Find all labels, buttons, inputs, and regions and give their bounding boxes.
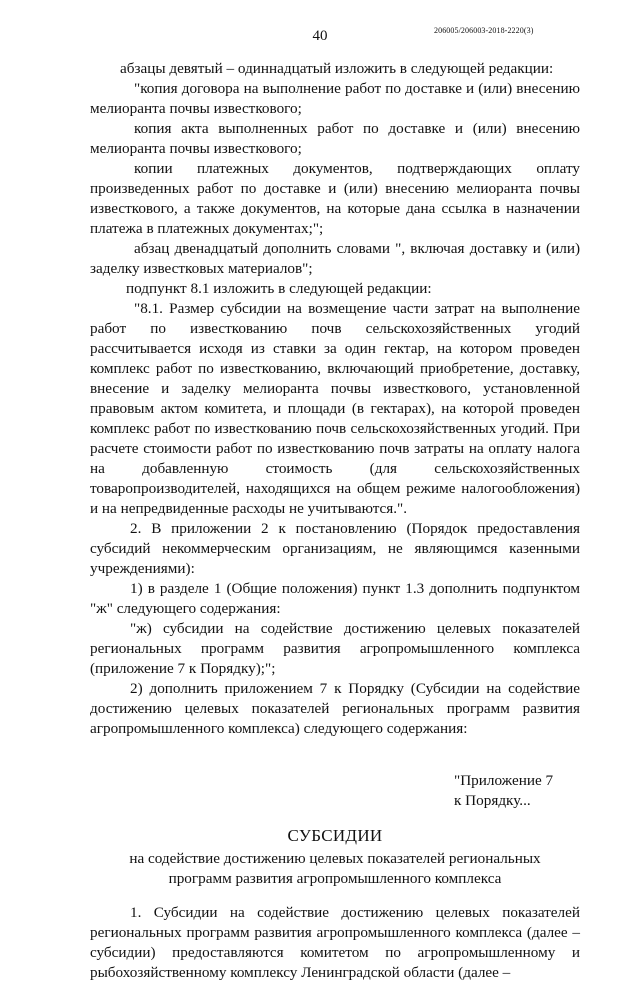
paragraph-10: "ж) субсидии на содействие достижению целевых показателей региональных программ развития агропромышленного комплекса (приложение 7 к Порядку);";: [90, 620, 580, 677]
paragraph-12: 1. Субсидии на содействие достижению целевых показателей региональных программ развития агропромышленного комплекса (далее – субсидии) предоставляются комитетом по агропромышленному и рыбохозяйственному комплексу Ленинградской области (далее –: [90, 904, 580, 981]
page-number: 40: [312, 28, 328, 44]
paragraph-11: 2) дополнить приложением 7 к Порядку (Субсидии на содействие достижению целевых показателей региональных программ развития агропромышленного комплекса) следующего содержания:: [90, 680, 580, 737]
paragraph-7: "8.1. Размер субсидии на возмещение части затрат на выполнение работ по известкованию почв сельскохозяйственных угодий рассчитывается исходя из ставки за один гектар, на котором проведен комплекс работ по известкованию, включающий приобретение, доставку, внесение и заделку мелиоранта почвы известкового, установленной правовым актом комитета, и площади (в гектарах), на которой проведен комплекс работ по известкованию почв сельскохозяйственных угодий. При расчете стоимости работ по известкованию почв затраты на оплату налога на добавленную стоимость (для сельскохозяйственных товаропроизводителей, находящихся на общем режиме налогообложения) и на непредвиденные расходы не учитываются.".: [90, 300, 580, 517]
appendix-reference: [454, 771, 580, 811]
paragraph-9: 1) в разделе 1 (Общие положения) пункт 1.3 дополнить подпунктом "ж" следующего содержания:: [90, 580, 580, 617]
paragraph-5: абзац двенадцатый дополнить словами ", включая доставку и (или) заделку известковых материалов";: [90, 240, 580, 277]
section-title: СУБСИДИИ: [287, 826, 383, 845]
document-body: [90, 59, 580, 983]
appendix-line-1: "Приложение 7: [454, 772, 554, 789]
document-code: 206005/206003-2018-2220(3): [434, 26, 534, 35]
paragraph-6: подпункт 8.1 изложить в следующей редакции:: [126, 280, 432, 297]
paragraph-1: абзацы девятый – одиннадцатый изложить в следующей редакции:: [120, 60, 554, 77]
paragraph-3: копия акта выполненных работ по доставке и (или) внесению мелиоранта почвы известкового;: [90, 120, 580, 157]
section-subtitle: на содействие достижению целевых показателей региональных программ развития агропромышленного комплекса: [129, 850, 541, 887]
paragraph-8: 2. В приложении 2 к постановлению (Порядок предоставления субсидий некоммерческим организациям, не являющимся казенными учреждениями):: [90, 520, 580, 577]
paragraph-2: "копия договора на выполнение работ по доставке и (или) внесению мелиоранта почвы известкового;: [90, 80, 580, 117]
paragraph-4: копии платежных документов, подтверждающих оплату произведенных работ по доставке и (или) внесению мелиоранта почвы известкового, а также документов, на которые дана ссылка в назначении платежа в платежных документах;";: [90, 160, 580, 237]
appendix-line-2: к Порядку...: [454, 792, 531, 809]
